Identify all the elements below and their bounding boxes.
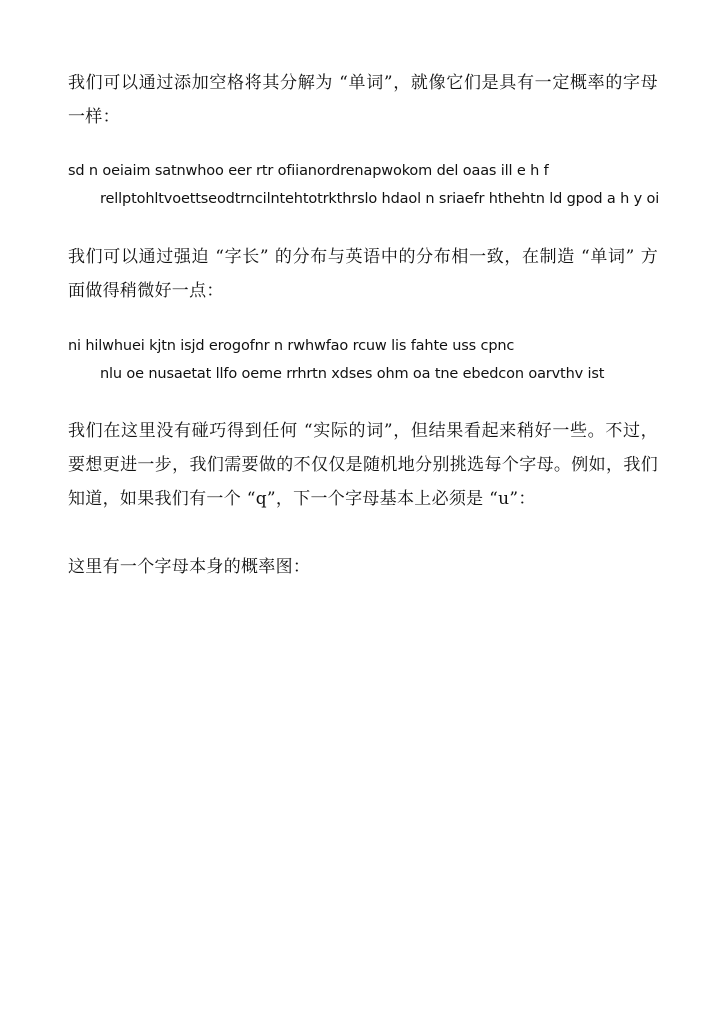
paragraph-intro-spaces: 我们可以通过添加空格将其分解为 “单词”，就像它们是具有一定概率的字母一样： (68, 73, 658, 127)
sample-2-line-2: nlu oe nusaetat llfo oeme rrhrtn xdses ohm oa tne ebedcon oarvthv ist (100, 366, 605, 382)
random-letters-sample-1 (68, 157, 663, 213)
paragraph-word-length: 我们可以通过强迫 “字长” 的分布与英语中的分布相一致，在制造 “单词” 方面做得稍微好一点： (68, 247, 658, 301)
sample-2-line-1: ni hilwhuei kjtn isjd erogofnr n rwhwfao rcuw lis fahte uss cpnc (68, 338, 515, 354)
sample-1-line-2: rellptohltvoettseodtrncilntehtotrkthrslo hdaol n sriaefr hthehtn ld gpod a h y oi (100, 191, 660, 207)
paragraph-probability-chart-intro: 这里有一个字母本身的概率图： (68, 557, 311, 577)
random-letters-sample-2 (68, 332, 663, 388)
paragraph-actual-words: 我们在这里没有碰巧得到任何 “实际的词”，但结果看起来稍好一些。不过，要想更进一步，我们需要做的不仅仅是随机地分别挑选每个字母。例如，我们知道，如果我们有一个 “q”，下一个字母基本上必须是 “u”： (68, 421, 658, 509)
sample-1-line-1: sd n oeiaim satnwhoo eer rtr ofiianordrenapwokom del oaas ill e h f (68, 163, 549, 179)
